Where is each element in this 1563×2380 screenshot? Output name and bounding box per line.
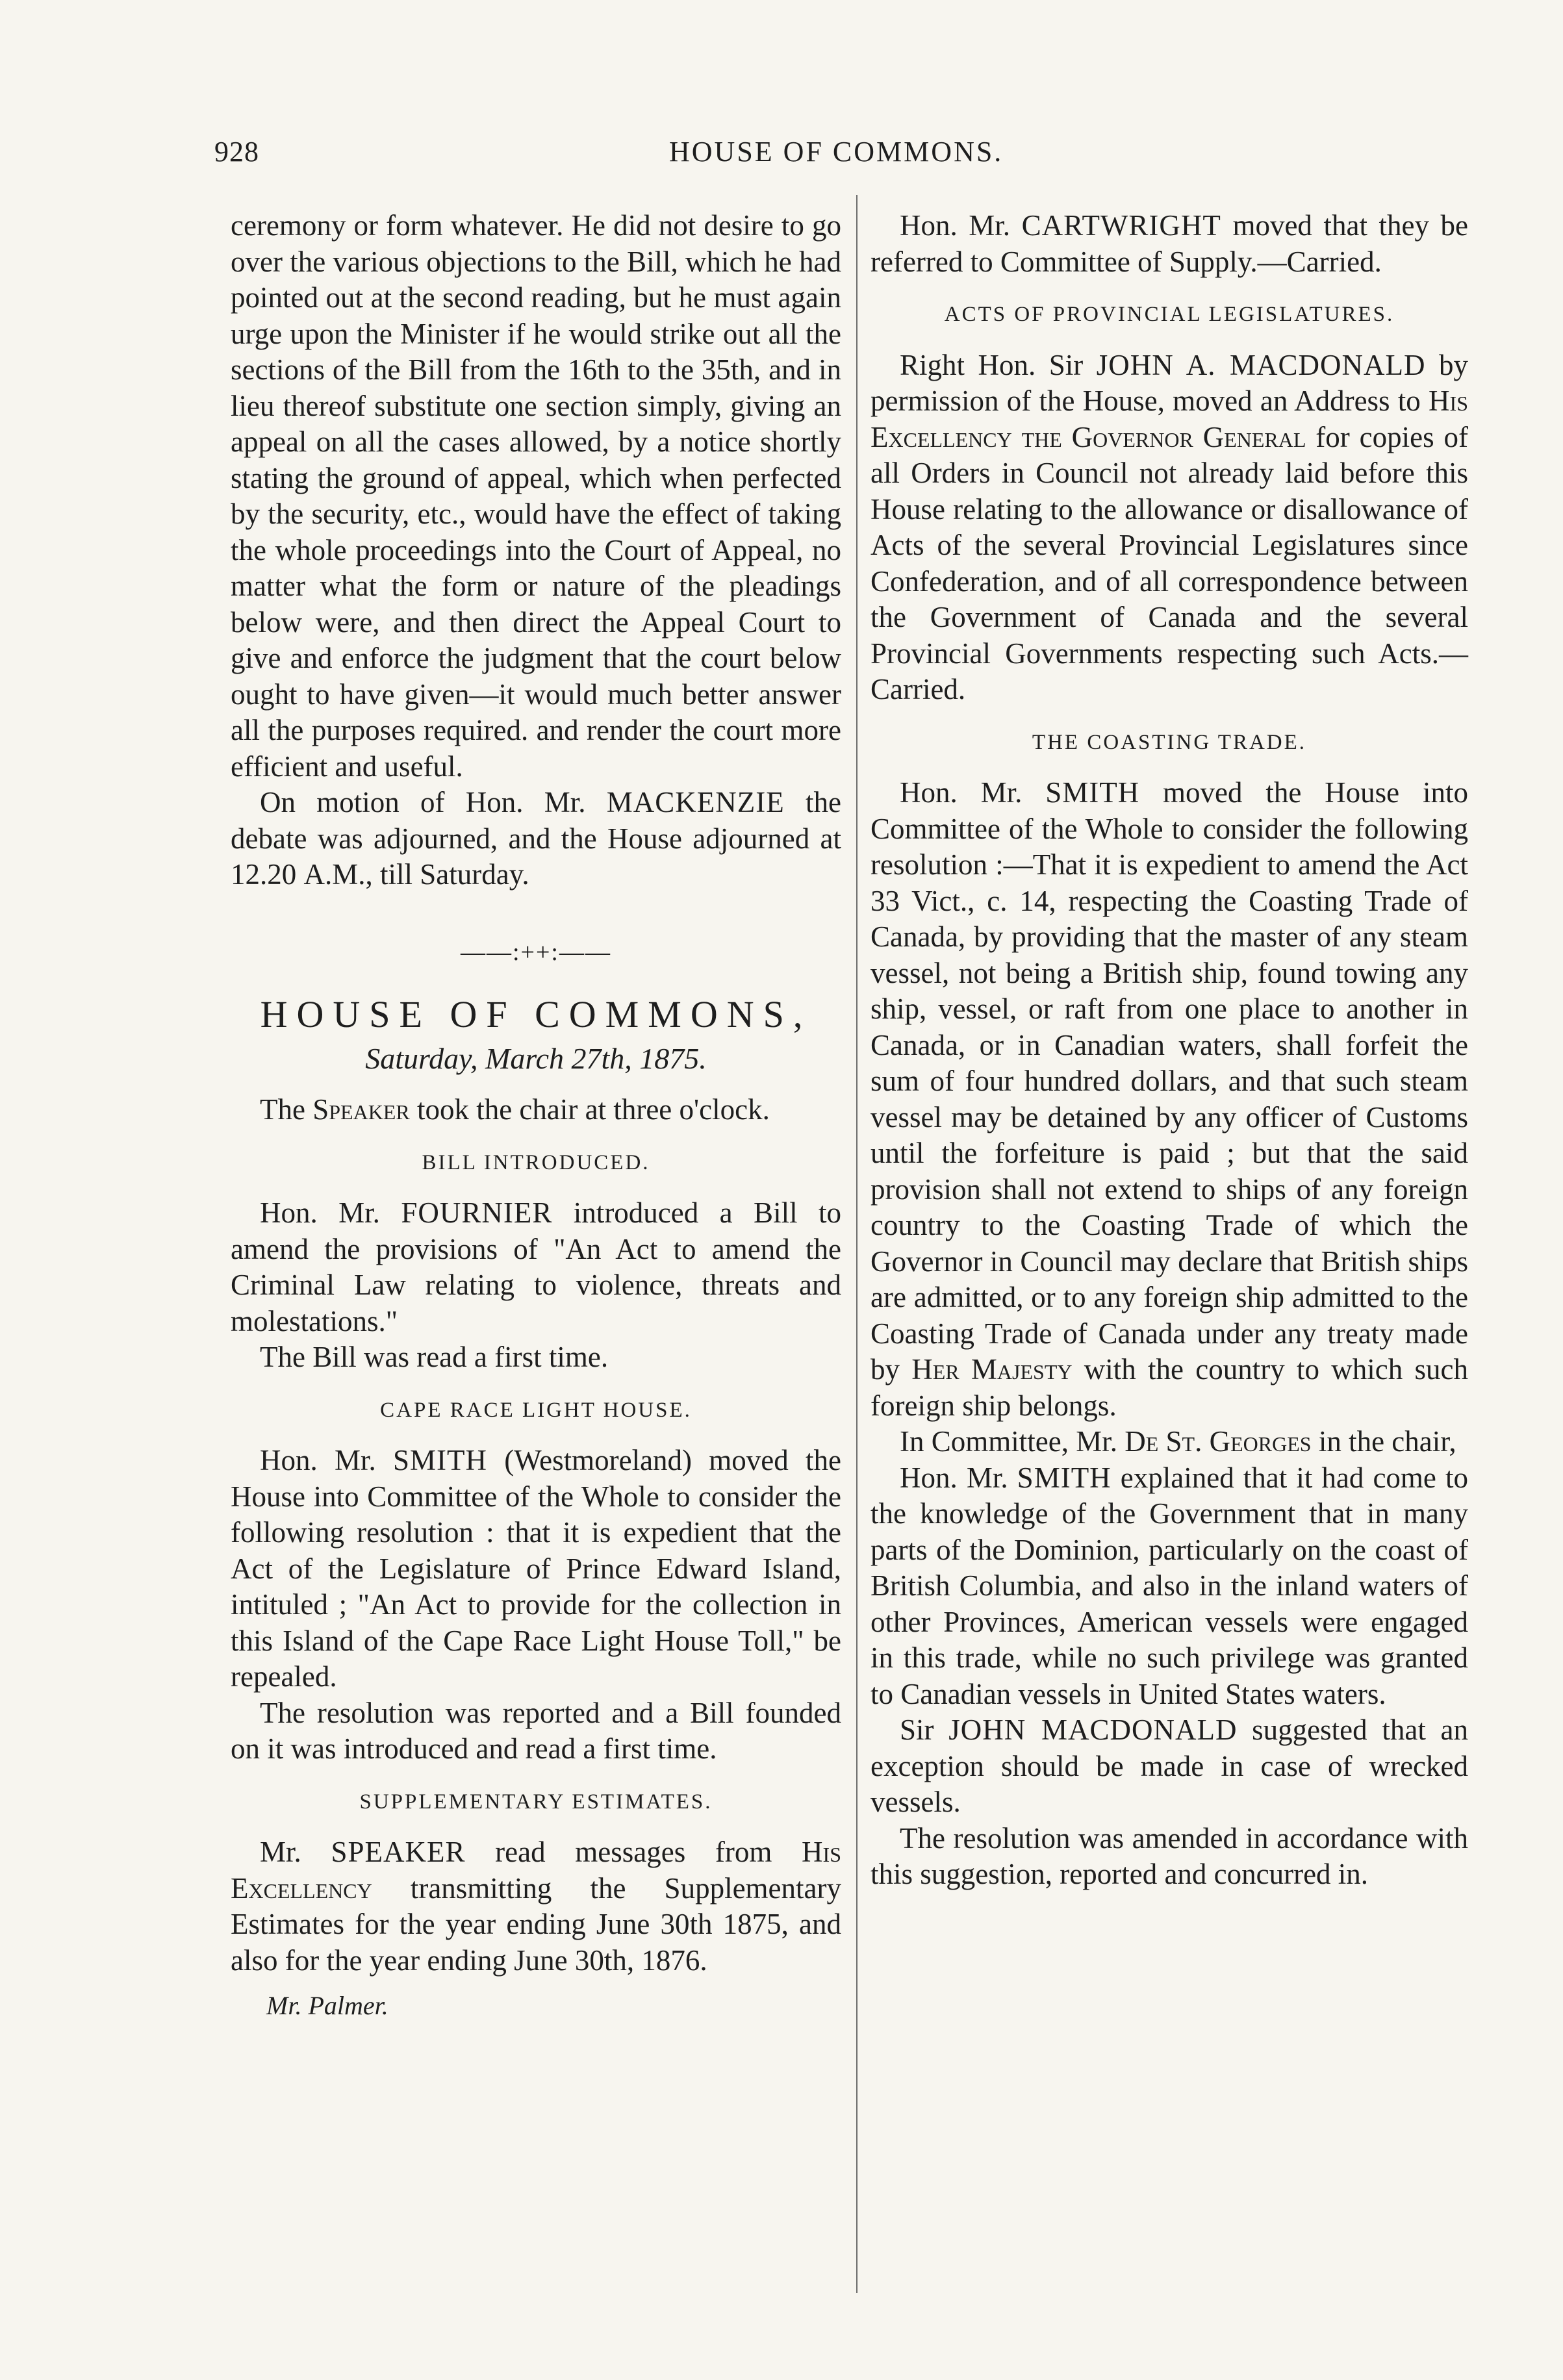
text-run: The xyxy=(260,1093,313,1126)
speaker-name: SMITH xyxy=(1045,776,1140,809)
text-run: in the chair, xyxy=(1311,1425,1456,1458)
paragraph xyxy=(231,1443,841,1695)
title-excellency: His Excellency xyxy=(231,1836,841,1905)
session-date: Saturday, March 27th, 1875. xyxy=(365,1041,707,1075)
paragraph: The Bill was read a first time. xyxy=(260,1341,609,1373)
text-run: took the chair at three o'clock. xyxy=(409,1093,770,1126)
session-title: HOUSE OF COMMONS, xyxy=(260,993,812,1035)
page-header xyxy=(214,135,1466,174)
left-column xyxy=(231,208,841,2024)
speaker-name: SMITH xyxy=(1017,1461,1112,1494)
text-run: transmitting the Supplementary Estimates for the year ending June 30th 1875, and also for the year ending June 30th, 1876. xyxy=(231,1871,841,1977)
title-excellency: His Excellency the Governor General xyxy=(870,385,1468,453)
column-divider xyxy=(856,195,858,2293)
text-run: Hon. Mr. xyxy=(900,776,1046,809)
text-run: (Westmoreland) moved the House into Committee of the Whole to consider the following resolution : that it is expedient that the Act of the Legislature of Prince Edward Island, intituled ; "An Act to provide for the collection in this Island of the Cape Race Light House Toll," be repealed. xyxy=(231,1444,841,1693)
speaker-name: SMITH xyxy=(393,1444,488,1476)
section-ornament: ——:++:—— xyxy=(461,938,611,966)
text-run: read messages from xyxy=(465,1836,802,1868)
right-column xyxy=(870,208,1468,1893)
text-run: explained that it had come to the knowledge of the Government that in many parts of the Dominion, particularly on the coast of British Columbia, and also in the inland waters of other Provinces, American vessels were engaged in this trade, while no such privilege was granted to Canadian vessels in United States waters. xyxy=(870,1461,1468,1710)
text-run: moved the House into Committee of the Whole to consider the following resolution :—That it is expedient to amend the Act 33 Vict., c. 14, respecting the Coasting Trade of Canada, by providing that the master of any steam vessel, not being a British ship, found towing any ship, vessel, or raft from one place to another in Canada, or in Canadian waters, shall forfeit the sum of four hundred dollars, and that such steam vessel may be detained by any officer of Customs until the forfeiture is paid ; but that the said provision shall not extend to ships of any foreign country to the Coasting Trade of which the Governor in Council may declare that British ships are admitted, or to any foreign ship admitted to the Coasting Trade of Canada under any treaty made by xyxy=(870,776,1468,1386)
time-suffix: A.M. xyxy=(303,858,366,891)
text-run: moved that they be referred to Committee of Supply.—Carried. xyxy=(870,209,1469,278)
paragraph xyxy=(231,785,841,893)
section-heading: ACTS OF PROVINCIAL LEGISLATURES. xyxy=(944,303,1395,326)
text-run: Mr. xyxy=(260,1836,331,1868)
paragraph xyxy=(870,1424,1468,1460)
section-heading: BILL INTRODUCED. xyxy=(422,1150,650,1174)
paragraph xyxy=(870,1460,1468,1713)
section-heading: SUPPLEMENTARY ESTIMATES. xyxy=(359,1790,713,1814)
text-run: , till Saturday. xyxy=(365,858,529,891)
paragraph: The resolution was reported and a Bill founded on it was introduced and read a first time. xyxy=(231,1696,841,1765)
paragraph: The resolution was amended in accordance with this suggestion, reported and concurred in. xyxy=(870,1821,1468,1890)
speaker-name: De St. Georges xyxy=(1125,1425,1312,1458)
paragraph: ceremony or form whatever. He did not desire to go over the various objections to the Bill, which he had pointed out at the second reading, but he must again urge upon the Minister if he would strike out all the sections of the Bill from the 16th to the 35th, and in lieu thereof substitute one section simply, giving an appeal on all the cases allowed, by a notice shortly stating the ground of appeal, which when perfected by the security, etc., would have the effect of taking the whole proceedings into the Court of Appeal, no matter what the form or nature of the pleadings below were, and then direct the Appeal Court to give and enforce the judgment that the court below ought to have given—it would much better answer all the purposes required. and render the court more efficient and useful. xyxy=(231,209,841,783)
paragraph xyxy=(870,775,1468,1424)
paragraph xyxy=(870,208,1468,280)
speaker-name: JOHN MACDONALD xyxy=(948,1714,1238,1746)
text-run: by permission of the House, moved an Address to xyxy=(870,348,1468,417)
text-run: Hon. Mr. xyxy=(900,1461,1017,1494)
section-heading: CAPE RACE LIGHT HOUSE. xyxy=(380,1398,692,1422)
text-run: Sir xyxy=(900,1714,949,1746)
text-run: with the country to which such foreign ship belongs. xyxy=(870,1353,1468,1422)
text-run: introduced a Bill to amend the provisions of "An Act to amend the Criminal Law relating to violence, threats and molestations." xyxy=(231,1196,842,1337)
speaker-name: CARTWRIGHT xyxy=(1021,209,1221,242)
speaker-name: Speaker xyxy=(312,1093,410,1126)
text-run: On motion of Hon. Mr. xyxy=(260,786,607,818)
speaker-name: MACKENZIE xyxy=(606,786,785,818)
speaker-name: FOURNIER xyxy=(401,1196,553,1229)
text-run: Right Hon. Sir xyxy=(900,348,1097,381)
speaker-name: JOHN A. MACDONALD xyxy=(1096,348,1426,381)
paragraph xyxy=(231,1195,841,1339)
paragraph xyxy=(870,1712,1468,1821)
section-heading: THE COASTING TRADE. xyxy=(1032,730,1307,754)
paragraph xyxy=(231,1834,841,1979)
text-run: Hon. Mr. xyxy=(260,1444,394,1476)
speaker-name: SPEAKER xyxy=(331,1836,466,1868)
text-run: suggested that an exception should be made in case of wrecked vessels. xyxy=(870,1714,1468,1818)
paragraph xyxy=(231,1092,841,1128)
catchword: Mr. Palmer. xyxy=(266,1991,388,2020)
text-run: for copies of all Orders in Council not already laid before this House relating to the allowance or disallowance of Acts of the several Provincial Legislatures since Confederation, and of all correspondence between the Government of Canada and the several Provincial Governments respecting such Acts.—Carried. xyxy=(870,420,1468,705)
text-run: Hon. Mr. xyxy=(900,209,1022,242)
page-number: 928 xyxy=(214,136,259,168)
text-run: the debate was adjourned, and the House adjourned at 12.20 xyxy=(231,786,841,891)
title-majesty: Her Majesty xyxy=(911,1353,1073,1386)
text-run: Hon. Mr. xyxy=(260,1196,401,1229)
paragraph xyxy=(870,348,1468,708)
text-run: In Committee, Mr. xyxy=(900,1425,1125,1458)
running-title: HOUSE OF COMMONS. xyxy=(669,136,1004,168)
